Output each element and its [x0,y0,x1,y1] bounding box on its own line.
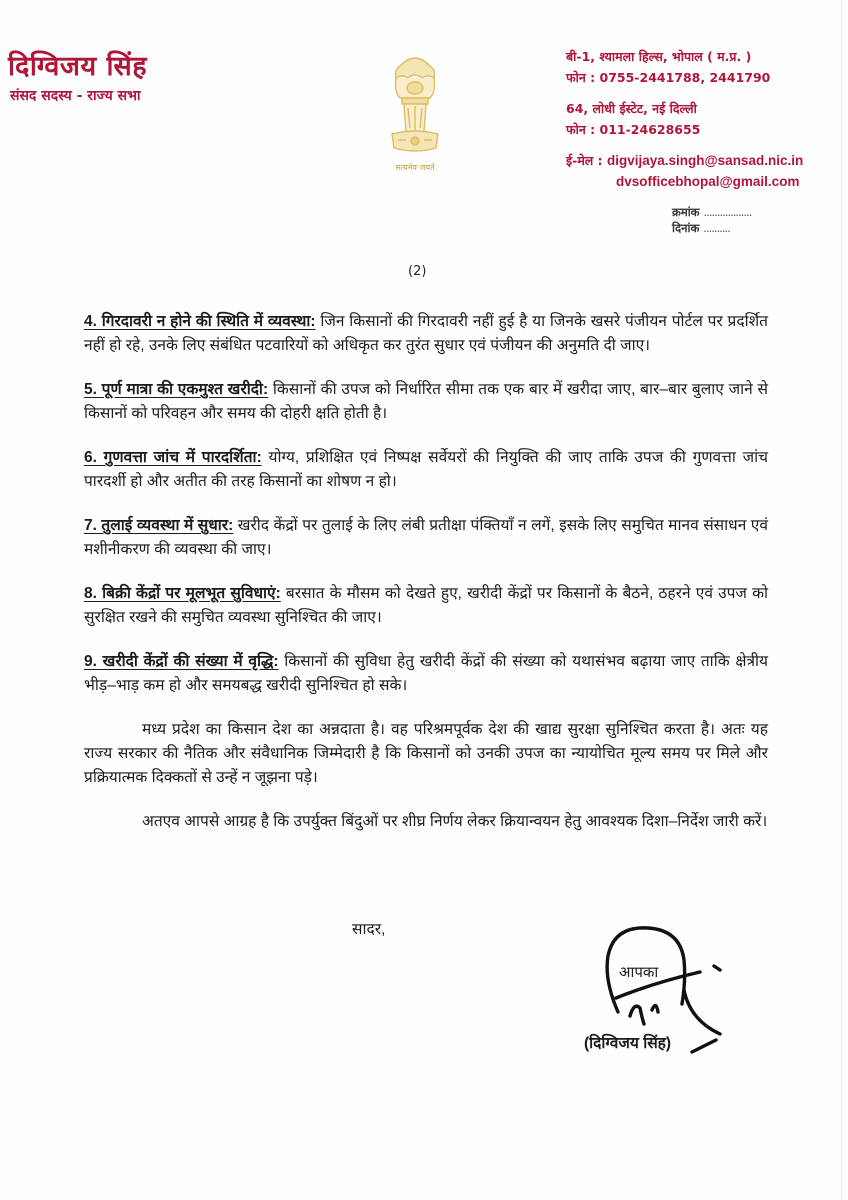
email-gmail[interactable]: dvsofficebhopal@gmail.com [616,174,800,189]
point-text: योग्य, प्रशिक्षित एवं निष्पक्ष सर्वेयरों की नियुक्ति की जाए ताकि उपज की गुणवत्ता जांच पारदर्शी हो और अतीत की तरह किसानों का शोषण न हो। [84,449,768,490]
point-heading: 4. गिरदावरी न होने की स्थिति में व्यवस्था: [84,313,316,330]
point-text: किसानों की उपज को निर्धारित सीमा तक एक बार में खरीदा जाए, बार–बार बुलाए जाने से किसानों को परिवहन और समय की दोहरी क्षति होती है। [84,381,768,422]
point-heading: 6. गुणवत्ता जांच में पारदर्शिता: [84,449,262,466]
address-bhopal: बी-1, श्यामला हिल्स, भोपाल ( म.प्र. ) [566,49,752,64]
point-8 [84,582,768,630]
lion-capital-icon [370,48,460,160]
point-text: जिन किसानों की गिरदावरी नहीं हुई है या जिनके खसरे पंजीयन पोर्टल पर प्रदर्शित नहीं हो रहे, उनके लिए संबंधित पटवारियों को अधिकृत कर तुरंत सुधार एवं पंजीयन की अनुमति दी जाए। [84,313,768,354]
point-5 [84,378,768,426]
point-heading: 9. खरीदी केंद्रों की संख्या में वृद्धि: [84,653,279,670]
closing-salutation: सादर, [352,921,386,938]
email-line-1 [566,150,803,171]
email-label: ई-मेल : [566,153,607,168]
paragraph-farmers: मध्य प्रदेश का किसान देश का अन्नदाता है। वह परिश्रमपूर्वक देश की खाद्य सुरक्षा सुनिश्चित करता है। अतः यह राज्य सरकार की नैतिक और संवैधानिक जिम्मेदारी है कि किसानों को उनकी उपज का न्यायोचित मूल्य समय पर मिले और प्रक्रियात्मक दिक्कतों से उन्हें न जूझना पड़े। [84,721,768,786]
point-heading: 8. बिक्री केंद्रों पर मूलभूत सुविधाएं: [84,585,281,602]
phone-bhopal: फोन : 0755-2441788, 2441790 [566,70,771,85]
page-number: (2) [408,264,427,279]
point-7 [84,514,768,562]
emblem-motto: सत्यमेव जयते [395,163,435,172]
paragraph-request: अतएव आपसे आग्रह है कि उपर्युक्त बिंदुओं पर शीघ्र निर्णय लेकर क्रियान्वयन हेतु आवश्यक दिशा–निर्देश जारी करें। [142,813,768,830]
point-text: बरसात के मौसम को देखते हुए, खरीदी केंद्रों पर किसानों के बैठने, ठहरने एवं उपज को सुरक्षित रखने की समुचित व्यवस्था सुनिश्चित की जाए। [84,585,769,626]
point-heading: 5. पूर्ण मात्रा की एकमुश्त खरीदी: [84,381,269,398]
date-row [672,220,751,236]
contact-block [566,46,803,192]
reference-block [672,204,751,236]
address-delhi: 64, लोधी ईस्टेट, नई दिल्ली [566,101,697,116]
page-edge [841,0,842,1200]
reference-label: क्रमांक [672,205,700,219]
national-emblem [370,48,460,173]
point-9 [84,650,768,698]
point-text: खरीद केंद्रों पर तुलाई के लिए लंबी प्रतीक्षा पंक्तियाँ न लगें, इसके लिए समुचित मानव संसाधन एवं मशीनीकरण की व्यवस्था की जाए। [84,517,768,558]
letter-body [84,310,768,854]
point-heading: 7. तुलाई व्यवस्था में सुधार: [84,517,234,534]
date-label: दिनांक [672,221,700,235]
email-sansad[interactable]: digvijaya.singh@sansad.nic.in [606,153,804,168]
point-4 [84,310,768,358]
letterhead-designation: संसद सदस्य - राज्य सभा [10,88,141,104]
email-line-2 [566,171,803,192]
date-value: .......... [703,221,730,235]
reference-value: .................. [703,205,752,219]
point-text: किसानों की सुविधा हेतु खरीदी केंद्रों की संख्या को यथासंभव बढ़ाया जाए ताकि क्षेत्रीय भीड़–भाड़ कम हो और समयबद्ध खरीदी सुनिश्चित हो सके। [84,653,769,694]
phone-delhi: फोन : 011-24628655 [566,122,701,137]
reference-number-row [672,204,751,220]
yours-text: आपका [619,964,659,981]
letterhead-name: दिग्विजय सिंह [8,51,148,82]
signatory-name: (दिग्विजय सिंह) [584,1035,672,1052]
point-6 [84,446,768,494]
